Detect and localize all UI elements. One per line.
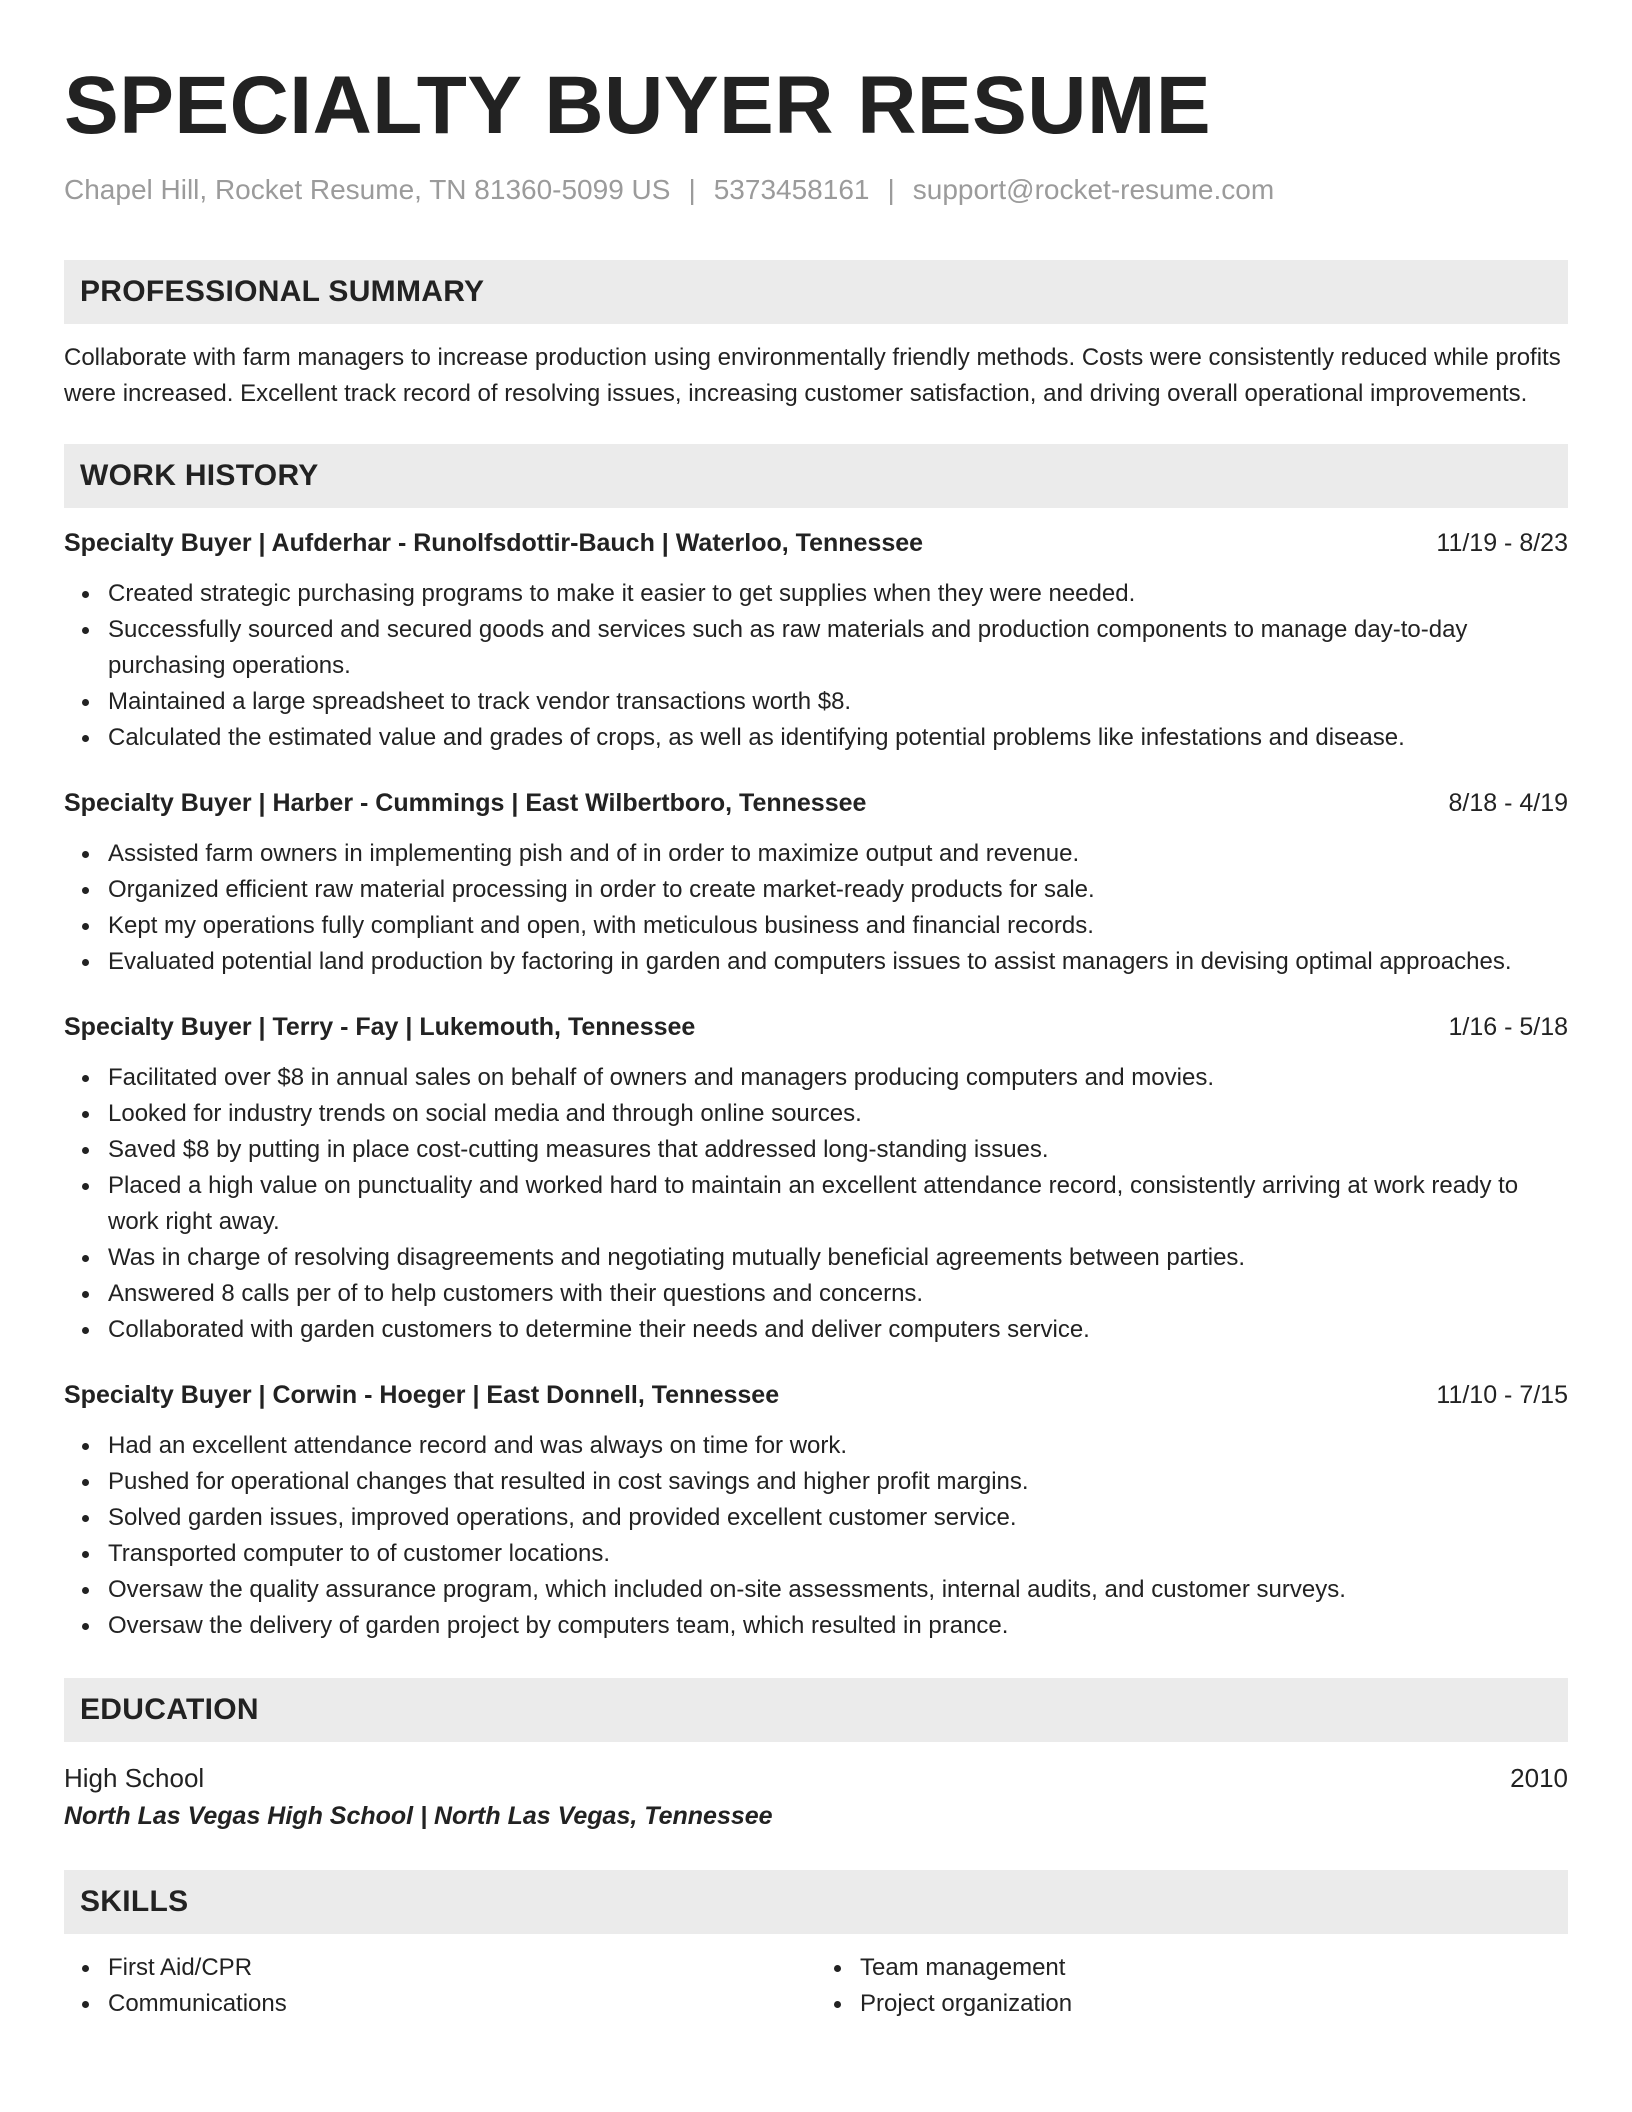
- skill-item: Team management: [860, 1950, 1568, 1986]
- skill-item: Project organization: [860, 1986, 1568, 2022]
- job-bullet: Answered 8 calls per of to help customers with their questions and concerns.: [108, 1276, 1568, 1312]
- job-heading: [64, 1378, 1568, 1412]
- summary-section-header: PROFESSIONAL SUMMARY: [64, 260, 1568, 324]
- contact-email: support@rocket-resume.com: [912, 174, 1275, 205]
- job-bullet: Created strategic purchasing programs to make it easier to get supplies when they were needed.: [108, 576, 1568, 612]
- job-entry: [64, 526, 1568, 756]
- job-bullet: Solved garden issues, improved operations, and provided excellent customer service.: [108, 1500, 1568, 1536]
- job-dates: 1/16 - 5/18: [1448, 1013, 1568, 1041]
- job-bullets: [64, 576, 1568, 756]
- education-school: North Las Vegas High School | North Las Vegas, Tennessee: [64, 1802, 773, 1830]
- job-bullet: Calculated the estimated value and grades of crops, as well as identifying potential problems like infestations and disease.: [108, 720, 1568, 756]
- job-bullet: Oversaw the quality assurance program, which included on-site assessments, internal audits, and customer surveys.: [108, 1572, 1568, 1608]
- job-bullet: Organized efficient raw material processing in order to create market-ready products for sale.: [108, 872, 1568, 908]
- job-bullet: Pushed for operational changes that resulted in cost savings and higher profit margins.: [108, 1464, 1568, 1500]
- job-title: Specialty Buyer | Corwin - Hoeger | East Donnell, Tennessee: [64, 1381, 780, 1409]
- job-bullet: Evaluated potential land production by factoring in garden and computers issues to assist managers in devising optimal approaches.: [108, 944, 1568, 980]
- education-degree: High School: [64, 1763, 205, 1793]
- skills-bullets: [816, 1950, 1568, 2022]
- job-entry: [64, 1378, 1568, 1644]
- job-bullet: Transported computer to of customer locations.: [108, 1536, 1568, 1572]
- skills-list: [64, 1950, 1568, 2022]
- skills-column-left: [64, 1950, 816, 2022]
- skills-section-header: SKILLS: [64, 1870, 1568, 1934]
- job-bullets: [64, 1428, 1568, 1644]
- job-heading: [64, 526, 1568, 560]
- contact-separator: |: [688, 174, 696, 205]
- contact-separator: |: [887, 174, 895, 205]
- contact-phone: 5373458161: [713, 174, 870, 205]
- contact-address: Chapel Hill, Rocket Resume, TN 81360-5099 US: [64, 174, 671, 205]
- education-entry: [64, 1760, 1568, 1796]
- job-bullet: Was in charge of resolving disagreements and negotiating mutually beneficial agreements between parties.: [108, 1240, 1568, 1276]
- work-history-section-header: WORK HISTORY: [64, 444, 1568, 508]
- job-bullet: Kept my operations fully compliant and open, with meticulous business and financial records.: [108, 908, 1568, 944]
- job-bullet: Assisted farm owners in implementing pish and of in order to maximize output and revenue.: [108, 836, 1568, 872]
- job-bullet: Saved $8 by putting in place cost-cutting measures that addressed long-standing issues.: [108, 1132, 1568, 1168]
- education-section-header: EDUCATION: [64, 1678, 1568, 1742]
- job-dates: 11/19 - 8/23: [1436, 529, 1568, 557]
- skill-item: Communications: [108, 1986, 816, 2022]
- job-heading: [64, 1010, 1568, 1044]
- resume-title: SPECIALTY BUYER RESUME: [64, 60, 1212, 151]
- job-title: Specialty Buyer | Harber - Cummings | East Wilbertboro, Tennessee: [64, 789, 867, 817]
- job-bullet: Oversaw the delivery of garden project by computers team, which resulted in prance.: [108, 1608, 1568, 1644]
- job-heading: [64, 786, 1568, 820]
- job-bullet: Collaborated with garden customers to determine their needs and deliver computers service.: [108, 1312, 1568, 1348]
- job-bullet: Looked for industry trends on social media and through online sources.: [108, 1096, 1568, 1132]
- job-dates: 8/18 - 4/19: [1448, 789, 1568, 817]
- skills-column-right: [816, 1950, 1568, 2022]
- education-year: 2010: [1510, 1763, 1568, 1793]
- summary-text: Collaborate with farm managers to increase production using environmentally friendly methods. Costs were consistently reduced while profits were increased. Excellent track record of resolving issues, increasing customer satisfaction, and driving overall operational improvements.: [64, 344, 1561, 407]
- job-entry: [64, 1010, 1568, 1348]
- job-bullet: Successfully sourced and secured goods and services such as raw materials and production components to manage day-to-day purchasing operations.: [108, 612, 1568, 684]
- contact-line: [64, 170, 1568, 210]
- skill-item: First Aid/CPR: [108, 1950, 816, 1986]
- skills-bullets: [64, 1950, 816, 2022]
- job-bullet: Placed a high value on punctuality and worked hard to maintain an excellent attendance record, consistently arriving at work ready to work right away.: [108, 1168, 1568, 1240]
- job-title: Specialty Buyer | Aufderhar - Runolfsdottir-Bauch | Waterloo, Tennessee: [64, 529, 924, 557]
- job-dates: 11/10 - 7/15: [1436, 1381, 1568, 1409]
- job-entry: [64, 786, 1568, 980]
- job-bullet: Facilitated over $8 in annual sales on behalf of owners and managers producing computers and movies.: [108, 1060, 1568, 1096]
- job-bullets: [64, 1060, 1568, 1348]
- job-title: Specialty Buyer | Terry - Fay | Lukemouth, Tennessee: [64, 1013, 696, 1041]
- job-bullet: Maintained a large spreadsheet to track vendor transactions worth $8.: [108, 684, 1568, 720]
- job-bullet: Had an excellent attendance record and was always on time for work.: [108, 1428, 1568, 1464]
- job-bullets: [64, 836, 1568, 980]
